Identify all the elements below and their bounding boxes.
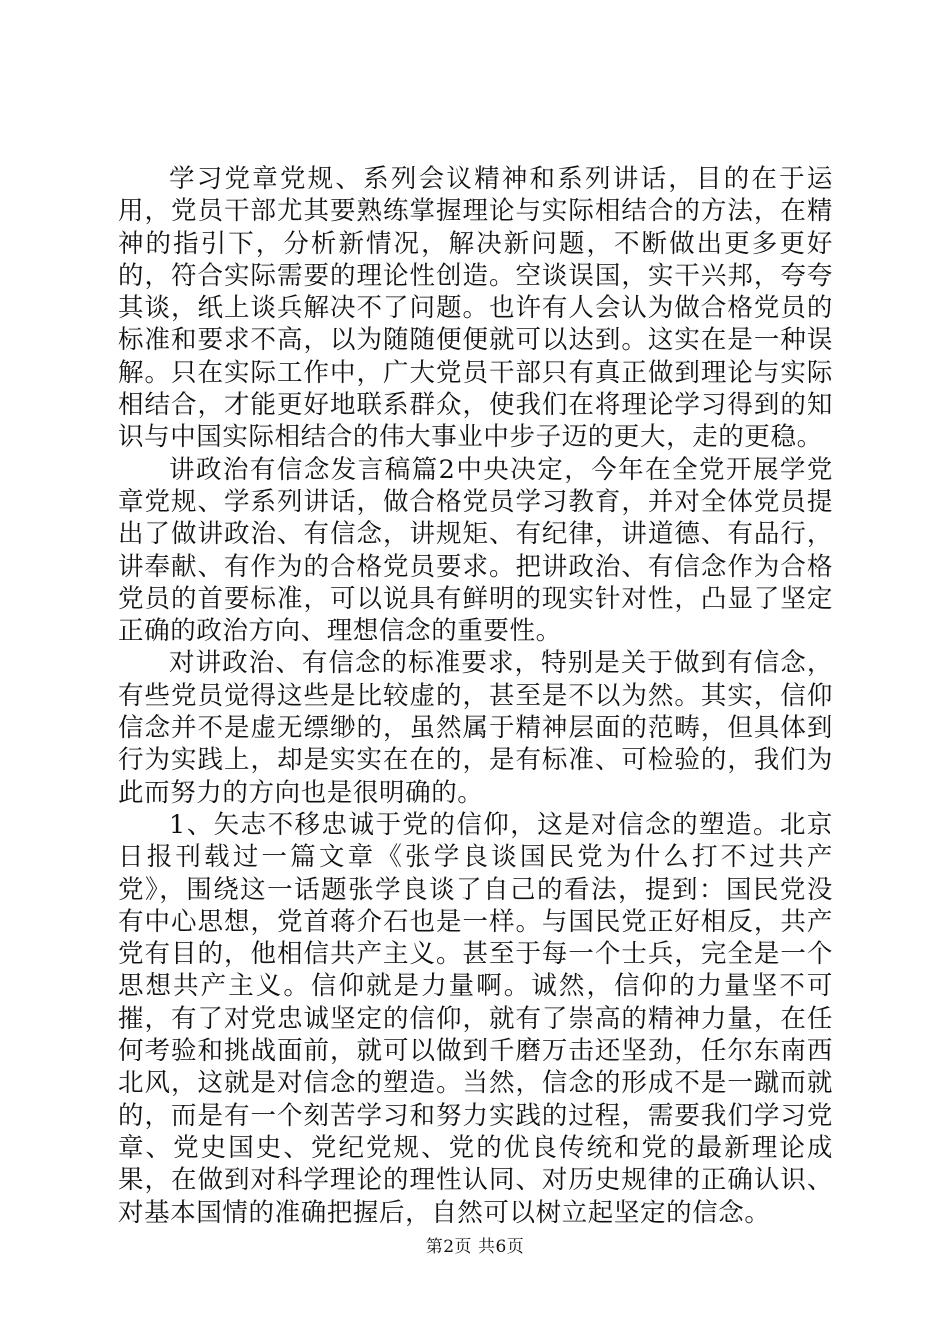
paragraph-speech-part-2: 讲政治有信念发言稿篇2中央决定，今年在全党开展学党章党规、学系列讲话，做合格党员学习教育，并对全体党员提出了做讲政治、有信念，讲规矩、有纪律，讲道德、有品行，讲奉献、有作为的合格党员要求。把讲政治、有信念作为合格党员的首要标准，可以说具有鲜明的现实针对性，凸显了坚定正确的政治方向、理想信念的重要性。 xyxy=(118,454,833,647)
page-number-footer: 第2页 共6页 xyxy=(425,1237,525,1257)
paragraph-point-1-loyalty: 1、矢志不移忠诚于党的信仰，这是对信念的塑造。北京日报刊载过一篇文章《张学良谈国民党为什么打不过共产党》，围绕这一话题张学良谈了自己的看法，提到：国民党没有中心思想，党首蒋介石也是一样。与国民党正好相反，共产党有目的，他相信共产主义。甚至于每一个士兵，完全是一个思想共产主义。信仰就是力量啊。诚然，信仰的力量坚不可摧，有了对党忠诚坚定的信仰，就有了崇高的精神力量，在任何考验和挑战面前，就可以做到千磨万击还坚劲，任尔东南西北风，这就是对信念的塑造。当然，信念的形成不是一蹴而就的，而是有一个刻苦学习和努力实践的过程，需要我们学习党章、党史国史、党纪党规、党的优良传统和党的最新理论成果，在做到对科学理论的理性认同、对历史规律的正确认识、对基本国情的准确把握后，自然可以树立起坚定的信念。 xyxy=(118,809,833,1228)
document-body xyxy=(118,163,833,1229)
paragraph-faith-standard: 对讲政治、有信念的标准要求，特别是关于做到有信念，有些党员觉得这些是比较虚的，甚至是不以为然。其实，信仰信念并不是虚无缥缈的，虽然属于精神层面的范畴，但具体到行为实践上，却是实实在在的，是有标准、可检验的，我们为此而努力的方向也是很明确的。 xyxy=(118,648,833,808)
paragraph-theory-practice: 学习党章党规、系列会议精神和系列讲话，目的在于运用，党员干部尤其要熟练掌握理论与实际相结合的方法，在精神的指引下，分析新情况，解决新问题，不断做出更多更好的，符合实际需要的理论性创造。空谈误国，实干兴邦，夸夸其谈，纸上谈兵解决不了问题。也许有人会认为做合格党员的标准和要求不高，以为随随便便就可以达到。这实在是一种误解。只在实际工作中，广大党员干部只有真正做到理论与实际相结合，才能更好地联系群众，使我们在将理论学习得到的知识与中国实际相结合的伟大事业中步子迈的更大，走的更稳。 xyxy=(118,164,833,453)
